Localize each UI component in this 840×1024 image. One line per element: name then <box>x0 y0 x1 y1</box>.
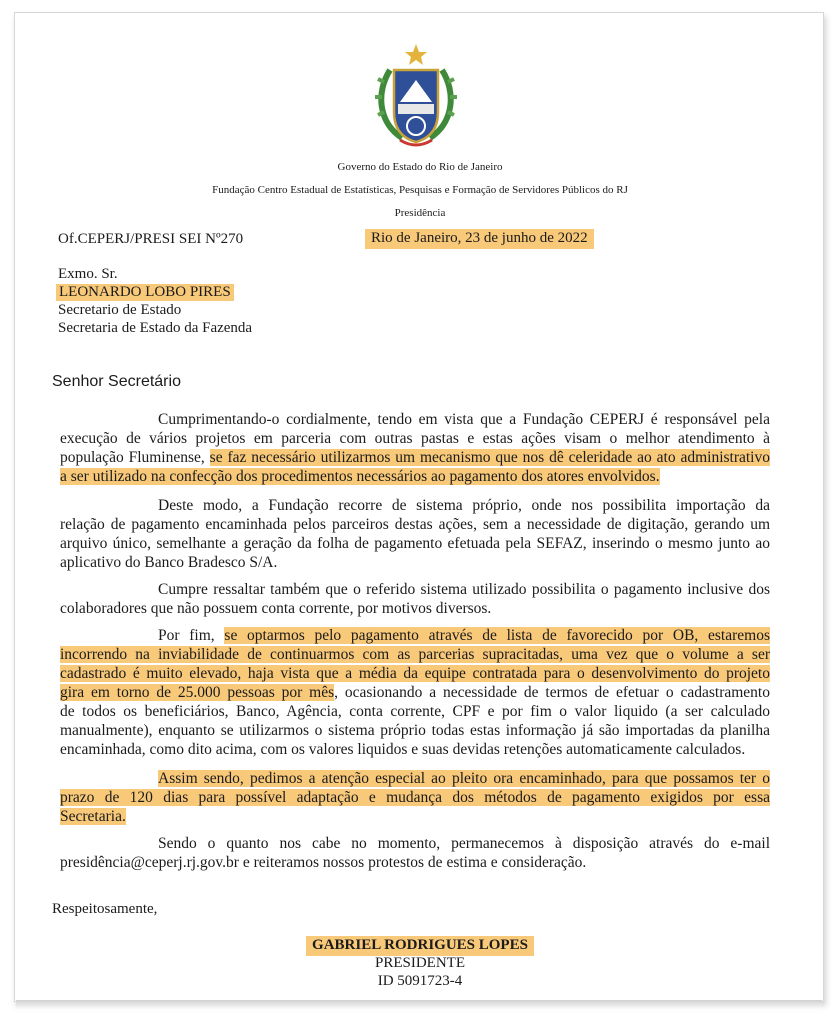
recipient-name: LEONARDO LOBO PIRES <box>56 284 234 301</box>
paragraph-6 <box>60 834 770 872</box>
paragraph-3 <box>60 580 770 618</box>
p4-highlight: gira em torno de 25.000 pessoas por mês <box>60 684 335 701</box>
torn-edge <box>16 1000 822 1010</box>
p4-line: Por fim, <box>158 627 215 644</box>
document-date: Rio de Janeiro, 23 de junho de 2022 <box>365 229 594 249</box>
p2-line: Deste modo, a Fundação recorre de sistema próprio, onde nos possibilita importação da <box>158 497 770 514</box>
p4-highlight: se optarmos pelo pagamento através de lista de favorecido por OB, estaremos <box>224 627 770 644</box>
paragraph-4 <box>60 626 770 759</box>
p4-highlight: incorrendo na inviabilidade de continuarmos com as parcerias supracitadas, uma vez que o volume a ser <box>60 646 770 663</box>
paragraph-1 <box>60 410 770 486</box>
p1-highlight: se faz necessário utilizarmos um mecanismo que nos dê celeridade ao ato administrativo <box>209 449 770 466</box>
p4-line: , ocasionando a necessidade de termos de efetuar o cadastramento <box>334 684 770 701</box>
recipient-salutation: Exmo. Sr. <box>58 266 118 282</box>
p6-line: Sendo o quanto nos cabe no momento, permanecemos à disposição através do e-mail <box>158 835 770 852</box>
signature-name: GABRIEL RODRIGUES LOPES <box>306 936 534 956</box>
signature-block <box>0 936 840 956</box>
p5-highlight: Secretaria. <box>60 808 126 825</box>
paragraph-5 <box>60 769 770 826</box>
header-presidency: Presidência <box>394 207 446 219</box>
p3-line: Cumpre ressaltar também que o referido sistema utilizado possibilita o pagamento inclusive dos <box>158 581 770 598</box>
p3-line: colaboradores que não possuem conta corrente, por motivos diversos. <box>60 600 492 617</box>
signature-role: PRESIDENTE <box>375 955 465 971</box>
header-government: Governo do Estado do Rio de Janeiro <box>337 161 503 173</box>
greeting: Senhor Secretário <box>52 373 181 390</box>
p6-line: presidência@ceperj.rj.gov.br e reiteramos nossos protestos de estima e consideração. <box>60 854 587 871</box>
closing: Respeitosamente, <box>52 901 158 917</box>
coat-of-arms-icon <box>370 42 462 150</box>
p1-line: população Fluminense, <box>60 449 205 466</box>
p5-highlight: Assim sendo, pedimos a atenção especial ao pleito ora encaminhado, para que possamos ter o <box>158 770 770 787</box>
p2-line: aplicativo do Banco Bradesco S/A. <box>60 554 278 571</box>
signature-id: ID 5091723-4 <box>377 973 463 989</box>
p4-line: encaminhada, como dito acima, com os valores liquidos e suas devidas retenções automaticamente calculados. <box>60 741 746 758</box>
p4-line: de todos os beneficiários, Banco, Agência, conta corrente, CPF e por fim o valor liquido (a ser calculado <box>60 703 770 720</box>
paragraph-2 <box>60 496 770 572</box>
document-reference: Of.CEPERJ/PRESI SEI Nº270 <box>58 231 244 247</box>
p2-line: arquivo único, semelhante a geração da folha de pagamento efetuada pela SEFAZ, inserindo o mesmo junto ao <box>60 535 770 552</box>
p4-highlight: cadastrado é muito elevado, haja vista que a média da equipe contratada para o desenvolvimento do projeto <box>60 665 770 682</box>
recipient-title: Secretario de Estado <box>58 302 182 318</box>
p2-line: relação de pagamento encaminhada pelos parceiros destas ações, sem a necessidade de digitação, gerando um <box>60 516 770 533</box>
p1-line: Cumprimentando-o cordialmente, tendo em vista que a Fundação CEPERJ é responsável pela <box>158 411 770 428</box>
p4-line: manualmente), enquanto se utilizarmos o sistema próprio todas estas informação já são importadas da planilha <box>60 722 770 739</box>
p1-line: execução de vários projetos em parceria com outras pastas e estas ações visam o melhor atendimento à <box>60 430 770 447</box>
p5-highlight: prazo de 120 dias para possível adaptação e mudança dos métodos de pagamento exigidos por essa <box>60 789 770 806</box>
header-foundation: Fundação Centro Estadual de Estatísticas, Pesquisas e Formação de Servidores Públicos do RJ <box>212 184 628 196</box>
p1-highlight: a ser utilizado na confecção dos procedimentos necessários ao pagamento dos atores envolvidos. <box>60 468 660 485</box>
recipient-office: Secretaria de Estado da Fazenda <box>58 320 253 336</box>
